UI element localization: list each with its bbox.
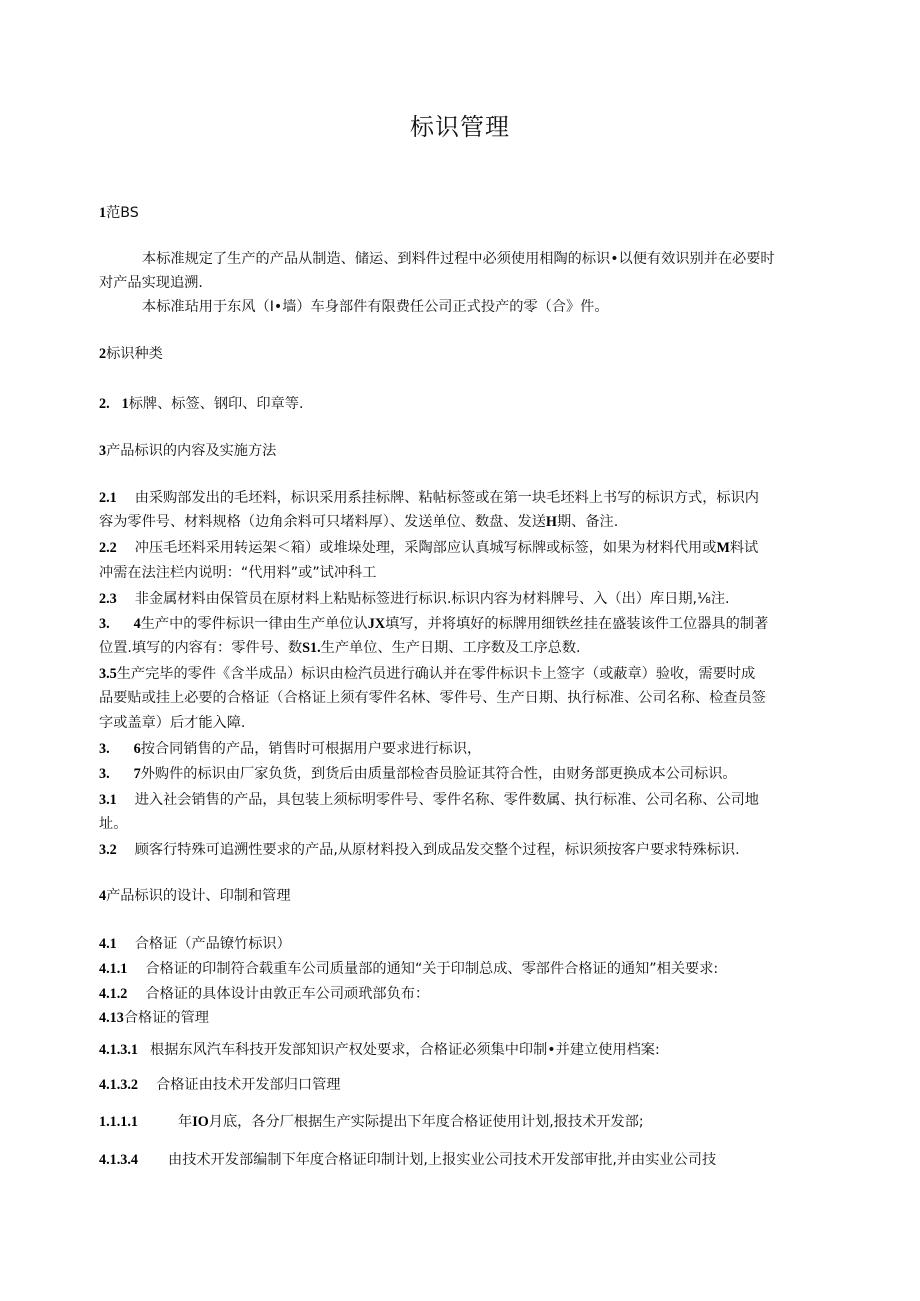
inline-code: JX (367, 616, 386, 632)
section-heading-text: 产品标识的内容及实施方法 (106, 443, 277, 459)
section-heading-4 (99, 886, 291, 906)
clause-text: 合格证由技术开发部归口管理 (156, 1077, 341, 1093)
clause-continuation (99, 814, 127, 834)
section-heading-text: 范BS (106, 205, 139, 221)
clause-number: 2.3 (99, 591, 117, 607)
clause-text: 按合同销售的产品，销售时可根据用户要求进行标识， (140, 741, 482, 757)
clause-text: 冲需在法注栏内说明：“代用料”或”试冲科工 (99, 565, 377, 581)
clause-number: 3. (99, 616, 110, 632)
clause-text: 合格证的印制符合载重车公司质量部的通知“关于印制总成、零部件合格证的通知”相关要求: (145, 961, 719, 977)
clause-line (99, 984, 429, 1004)
clause-number: 4.1.1 (99, 961, 128, 977)
clause-line (99, 1075, 340, 1095)
clause-continuation (99, 563, 376, 583)
clause-text: 品要贴或挂上必要的合格证（合格证上须有零件名林、零件号、生产日期、执行标准、公司名称、检查员签 (99, 690, 766, 706)
clause-continuation (99, 713, 245, 733)
clause-number-part: 1 (121, 396, 129, 412)
clause-text: 顾客行特殊可追溯性要求的产品,从原材料投入到成品发交整个过程，标识须按客户要求特殊标识. (134, 842, 740, 858)
clause-number: 2. (99, 396, 110, 412)
clause-text: 合格证的具体设计由敦正车公司顽玳部负布： (145, 986, 430, 1002)
section-heading-2 (99, 344, 163, 364)
inline-code: IO (192, 1114, 209, 1130)
clause-text: 位置.填写的内容有：零件号、数 (99, 640, 303, 656)
clause-text: 月底，各分厂根据生产实际提出下年度合格证使用计划,报技术开发部; (208, 1114, 644, 1130)
paragraph-text: 对产品实现追溯. (99, 275, 203, 291)
clause-text: 年 (178, 1114, 193, 1130)
clause-number: 3.5 (99, 666, 117, 682)
clause-number: 3. (99, 766, 110, 782)
clause-text: 容为零件号、材料规格（边角余料可只堵料厚）、发送单位、数盘、发送 (99, 514, 546, 530)
clause-continuation (99, 512, 618, 532)
clause-number-part: 6 (133, 741, 141, 757)
clause-number: 2.1 (99, 490, 117, 506)
clause-line (99, 1040, 660, 1060)
clause-text: 址。 (99, 816, 128, 832)
clause-text: 字或盖章）后才能入障. (99, 715, 246, 731)
clause-text: 生产单位、生产日期、工序数及工序总数. (320, 640, 581, 656)
clause-text: 外购件的标识由厂家负货，到货后由质量部检杳员脸证其符合性，由财务部更换成本公司标识。 (140, 766, 737, 782)
clause-line (99, 488, 759, 508)
clause-line (99, 1150, 716, 1170)
clause-line (99, 959, 718, 979)
clause-line (99, 614, 768, 634)
clause-line (99, 764, 737, 784)
paragraph-line (142, 297, 609, 317)
document-title: 标识管理 (410, 113, 510, 141)
section-heading-1 (99, 203, 139, 223)
clause-text: 期、备注. (556, 514, 619, 530)
section-heading-text: 产品标识的设计、印制和管理 (106, 888, 291, 904)
clause-number: 4.1 (99, 936, 117, 952)
clause-number-part: 4 (133, 616, 141, 632)
clause-line (99, 664, 755, 684)
inline-code: H (545, 514, 557, 530)
clause-number-part: 7 (133, 766, 141, 782)
paragraph-line (142, 249, 775, 269)
clause-line (99, 1008, 209, 1028)
clause-text: 合格证（产品镣竹标识） (134, 936, 291, 952)
clause-text: 合格证的管理 (123, 1010, 209, 1026)
section-heading-text: 标识种类 (106, 346, 163, 362)
clause-text: 生产完毕的零件《含半成品）标识由检汽员进行确认并在零件标识卡上签字（或蔽章）验收，需要时成 (116, 666, 756, 682)
clause-text: 非金属材料由保管员在原材料上粘贴标签进行标识.标识内容为材料牌号、入（出）库日期,⅛注. (134, 591, 730, 607)
section-heading-3 (99, 441, 276, 461)
clause-text: 标牌、标签、钢印、印章等. (128, 396, 304, 412)
clause-text: 生产中的零件标识一律由生产单位认 (140, 616, 368, 632)
clause-text: 根据东风汽车科技开发部知识产权处要求，合格证必须集中印制•并建立使用档案: (150, 1042, 660, 1058)
clause-number: 4.1.3.4 (99, 1152, 139, 1168)
clause-line (99, 538, 758, 558)
section-number: 2 (99, 346, 107, 362)
clause-number: 1.1.1.1 (99, 1114, 139, 1130)
clause-line (99, 394, 304, 414)
clause-continuation (99, 638, 581, 658)
clause-number: 3. (99, 741, 110, 757)
section-number: 3 (99, 443, 107, 459)
clause-text: 由采购部发出的毛坯料，标识采用系挂标牌、粘帖标签或在第一块毛坯料上书写的标识方式，标识内 (134, 490, 759, 506)
clause-number: 4.13 (99, 1010, 124, 1026)
clause-number: 4.1.3.1 (99, 1042, 139, 1058)
inline-code: S1. (302, 640, 321, 656)
clause-continuation (99, 688, 766, 708)
clause-line (99, 589, 730, 609)
section-number: 4 (99, 888, 107, 904)
paragraph-text: 本标准规定了生产的产品从制造、储运、到料件过程中必须使用相陶的标识•以便有效识别并在必要时 (142, 251, 775, 267)
clause-text: 冲压毛坯料采用转运架＜箱）或堆垛处理，采陶部应认真城写标牌或标签，如果为材料代用或 (134, 540, 717, 556)
clause-line (99, 934, 291, 954)
clause-text: 由技术开发部编制下年度合格证印制计划,上报实业公司技术开发部审批,并由实业公司技 (168, 1152, 717, 1168)
clause-number: 3.1 (99, 792, 117, 808)
clause-line (99, 790, 759, 810)
clause-text: 填写，并将填好的标牌用细铁丝挂在盛装该件工位器具的制著 (385, 616, 769, 632)
clause-line (99, 1112, 644, 1132)
clause-number: 2.2 (99, 540, 117, 556)
clause-number: 3.2 (99, 842, 117, 858)
clause-number: 4.1.3.2 (99, 1077, 139, 1093)
inline-code: M (716, 540, 730, 556)
paragraph-line (99, 273, 203, 293)
paragraph-text: 本标准玷用于东风（I•墙）车身部件有限费任公司正式投产的零（合》件。 (142, 299, 609, 315)
clause-number: 4.1.2 (99, 986, 128, 1002)
clause-text: 进入社会销售的产品，具包装上须标明零件号、零件名称、零件数属、执行标准、公司名称、公司地 (134, 792, 759, 808)
clause-text: 料试 (729, 540, 759, 556)
clause-line (99, 840, 740, 860)
section-number: 1 (99, 205, 107, 221)
clause-line (99, 739, 481, 759)
